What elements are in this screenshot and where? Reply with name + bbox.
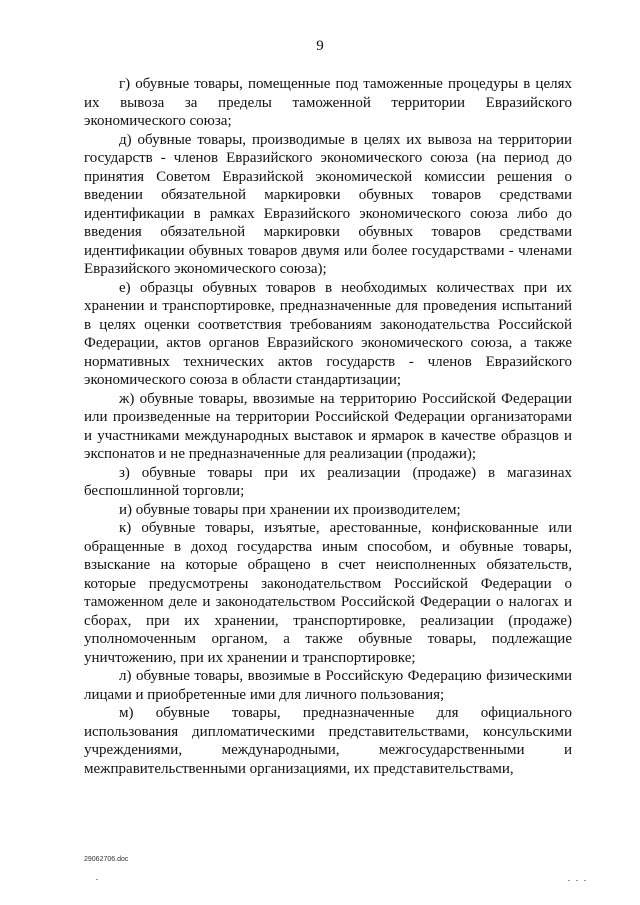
page-number: 9	[316, 38, 324, 54]
footer-file-code: 29062706.doc	[84, 856, 129, 863]
paragraph-z: з) обувные товары при их реализации (продаже) в магазинах беспошлинной торговли;	[84, 464, 572, 499]
paragraph-m: м) обувные товары, предназначенные для официального использования дипломатическими представительствами, консульскими учреждениями, международными, межгосударственными и межправительственными организациями, их представительствами,	[84, 705, 572, 777]
scan-artifact	[96, 879, 98, 880]
document-body	[84, 75, 572, 778]
scan-artifact	[568, 880, 570, 881]
paragraph-zh: ж) обувные товары, ввозимые на территорию Российской Федерации или произведенные на территории Российской Федерации организаторами и участниками международных выставок и ярмарок в качестве образцов и экспонатов и не предназначенные для реализации (продажи);	[84, 390, 572, 462]
paragraph-g: г) обувные товары, помещенные под таможенные процедуры в целях их вывоза за пределы таможенной территории Евразийского экономического союза;	[84, 76, 572, 129]
paragraph-k: к) обувные товары, изъятые, арестованные, конфискованные или обращенные в доход государства иным способом, и обувные товары, взыскание на которые обращено в счет неисполненных обязательств, которые предусмотрены законодательством Российской Федерации о таможенном деле и законодательством Российской Федерации о налогах и сборах, при их хранении, транспортировке, реализации (продаже) уполномоченным органом, а также обувные товары, подлежащие уничтожению, при их хранении и транспортировке;	[84, 520, 572, 666]
paragraph-e: е) образцы обувных товаров в необходимых количествах при их хранении и транспортировке, предназначенные для проведения испытаний в целях оценки соответствия требованиям законодательства Российской Федерации, актов органов Евразийского экономического союза, а также нормативных технических актов государств - членов Евразийского экономического союза в области стандартизации;	[84, 279, 572, 388]
paragraph-d: д) обувные товары, производимые в целях их вывоза на территории государств - членов Евразийского экономического союза (на период до принятия Советом Евразийской экономической комиссии решения о введении обязательной маркировки обувных товаров средствами идентификации в рамках Евразийского экономического союза либо до введения обязательной маркировки обувных товаров средствами идентификации обувных товаров двумя или более государствами - членами Евразийского экономического союза);	[84, 131, 572, 277]
scan-artifact	[576, 880, 578, 881]
paragraph-i: и) обувные товары при хранении их производителем;	[119, 501, 461, 518]
scan-artifact	[584, 880, 586, 881]
paragraph-l: л) обувные товары, ввозимые в Российскую Федерацию физическими лицами и приобретенные ими для личного пользования;	[84, 668, 572, 703]
